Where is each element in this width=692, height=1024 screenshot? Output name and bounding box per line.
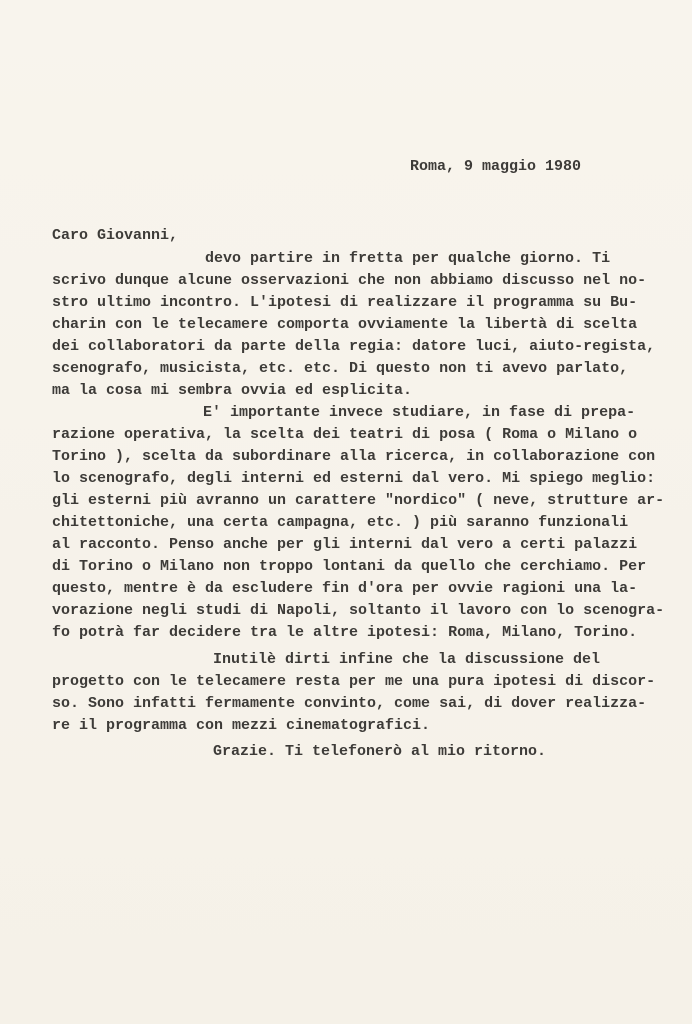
letter-line: Inutilè dirti infine che la discussione del [213, 651, 601, 668]
letter-line: questo, mentre è da escludere fin d'ora per ovvie ragioni una la- [52, 580, 638, 597]
salutation: Caro Giovanni, [52, 227, 179, 244]
letter-line: progetto con le telecamere resta per me una pura ipotesi di discor- [52, 673, 656, 690]
letter-line: charin con le telecamere comporta ovviamente la libertà di scelta [52, 316, 638, 333]
letter-line: di Torino o Milano non troppo lontani da quello che cerchiamo. Per [52, 558, 647, 575]
letter-line: vorazione negli studi di Napoli, soltanto il lavoro con lo scenogra- [52, 602, 665, 619]
letter-line: al racconto. Penso anche per gli interni dal vero a certi palazzi [52, 536, 638, 553]
letter-line: dei collaboratori da parte della regia: datore luci, aiuto-regista, [52, 338, 656, 355]
letter-line: so. Sono infatti fermamente convinto, come sai, di dover realizza- [52, 695, 647, 712]
letter-line: scenografo, musicista, etc. etc. Di questo non ti avevo parlato, [52, 360, 629, 377]
letter-line: razione operativa, la scelta dei teatri di posa ( Roma o Milano o [52, 426, 638, 443]
letter-line: Grazie. Ti telefonerò al mio ritorno. [213, 743, 547, 760]
letter-line: stro ultimo incontro. L'ipotesi di realizzare il programma su Bu- [52, 294, 638, 311]
letter-line: scrivo dunque alcune osservazioni che non abbiamo discusso nel no- [52, 272, 647, 289]
letter-line: devo partire in fretta per qualche giorno. Ti [205, 250, 611, 267]
letter-line: ma la cosa mi sembra ovvia ed esplicita. [52, 382, 413, 399]
letter-line: Torino ), scelta da subordinare alla ricerca, in collaborazione con [52, 448, 656, 465]
letter-date: Roma, 9 maggio 1980 [410, 158, 582, 175]
letter-line: fo potrà far decidere tra le altre ipotesi: Roma, Milano, Torino. [52, 624, 638, 641]
letter-line: E' importante invece studiare, in fase di prepa- [203, 404, 636, 421]
letter-line: gli esterni più avranno un carattere "nordico" ( neve, strutture ar- [52, 492, 665, 509]
letter-line: chitettoniche, una certa campagna, etc. ) più saranno funzionali [52, 514, 629, 531]
letter-line: re il programma con mezzi cinematografici. [52, 717, 431, 734]
letter-line: lo scenografo, degli interni ed esterni dal vero. Mi spiego meglio: [52, 470, 656, 487]
